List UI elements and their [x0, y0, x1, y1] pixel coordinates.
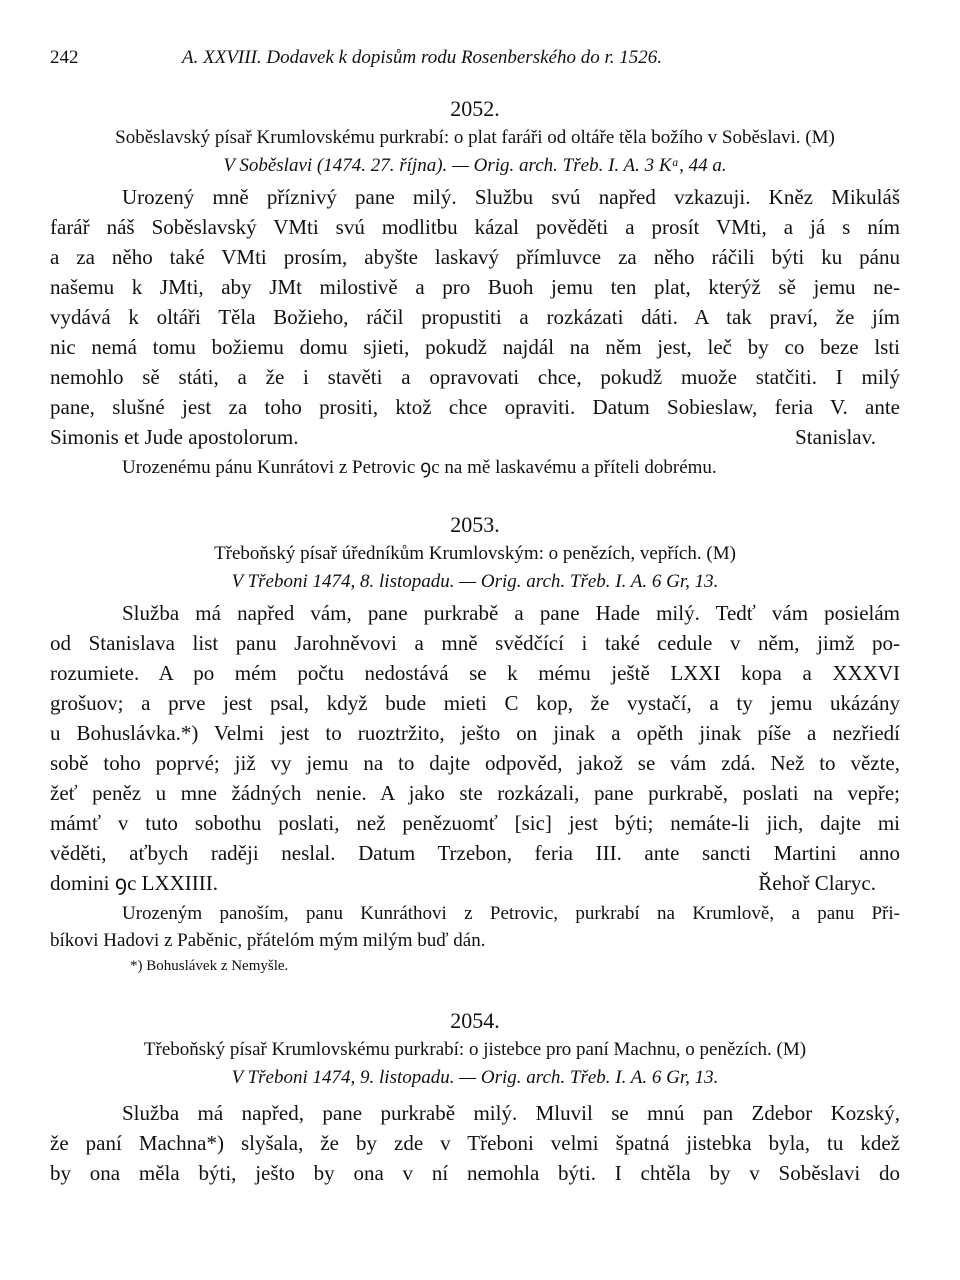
body-line: rozumiete. A po mém počtu nedostává se k mému ještě LXXI kopa a XXXVI — [50, 661, 900, 685]
address-line: Urozenému pánu Kunrátovi z Petrovic ꝯc na mě laskavému a příteli dobrému. — [122, 457, 717, 478]
signature: Stanislav. — [795, 425, 876, 449]
letter-address — [50, 900, 900, 954]
address-line: Urozeným panoším, panu Kunráthovi z Petrovic, purkrabí na Krumlově, a panu Při- — [122, 903, 900, 924]
letter-entry-2052 — [50, 94, 900, 481]
closing-line — [50, 868, 900, 898]
body-line: farář náš Soběslavský VMti svú modlitbu kázal pověděti a prosít VMti, a já s ním — [50, 215, 900, 239]
letter-entry-2054 — [50, 1006, 900, 1188]
entry-source: V Třeboni 1474, 9. listopadu. — Orig. arch. Třeb. I. A. 6 Gr, 13. — [231, 1067, 719, 1088]
body-line: věděti, aťbych raději neslal. Datum Trzebon, feria III. ante sancti Martini anno — [50, 841, 900, 865]
entry-number: 2054. — [450, 1008, 500, 1033]
letter-address — [50, 454, 900, 481]
letter-body — [50, 182, 900, 452]
body-line: grošuov; a prve jest psal, když bude mieti C kop, že vystačí, a ty jemu ukázány — [50, 691, 900, 715]
entry-heading: Třeboňský písař Krumlovskému purkrabí: o jistebce pro paní Machnu, o penězích. (M) — [143, 1039, 807, 1060]
closing-line — [50, 422, 900, 452]
closing-text: Simonis et Jude apostolorum. — [50, 425, 299, 449]
closing-text: domini ꝯc LXXIIII. — [50, 871, 219, 895]
footnote: *) Bohuslávek z Nemyšle. — [130, 958, 289, 974]
body-line: sobě toho poprvé; již vy jemu na to dajte odpověd, jakož se vám zdá. Než to vězte, — [50, 751, 900, 775]
letter-body — [50, 1098, 900, 1188]
body-line: vydává k oltáři Těla Božieho, ráčil propustiti a rozkázati dáti. A tak praví, že jím — [50, 305, 900, 329]
entry-number: 2053. — [450, 512, 500, 537]
body-line: pane, slušné jest za toho prositi, ktož chce opraviti. Datum Sobieslaw, feria V. ante — [50, 395, 900, 419]
letter-entry-2053 — [50, 510, 900, 978]
letter-body — [50, 598, 900, 898]
body-line: nemohlo sě státi, a že i stavěti a opravovati chce, pokudž muože statčiti. I milý — [50, 365, 900, 389]
body-line: Služba má napřed vám, pane purkrabě a pane Hade milý. Tedť vám posielám — [122, 601, 900, 625]
body-line: Služba má napřed, pane purkrabě milý. Mluvil se mnú pan Zdebor Kozský, — [122, 1101, 900, 1125]
entry-heading: Soběslavský písař Krumlovskému purkrabí: o plat faráři od oltáře těla božího v Soběslavi. (M) — [115, 127, 835, 148]
entry-number: 2052. — [450, 96, 500, 121]
body-line: našemu k JMti, aby JMt milostivě a pro Buoh jemu ten plat, kterýž sě jemu ne- — [50, 275, 900, 299]
running-title: A. XXVIII. Dodavek k dopisům rodu Rosenberského do r. 1526. — [182, 47, 663, 68]
body-line: a za něho také VMti prosím, abyšte laskavý přímluvce za něho ráčili býti ku pánu — [50, 245, 900, 269]
entry-source: V Soběslavi (1474. 27. října). — Orig. arch. Třeb. I. A. 3 Kᵃ, 44 a. — [223, 155, 727, 176]
entry-source: V Třeboni 1474, 8. listopadu. — Orig. arch. Třeb. I. A. 6 Gr, 13. — [231, 571, 719, 592]
body-line: u Bohuslávka.*) Velmi jest to ruoztržito, ješto on jinak a opěth jinak píše a nezřiedí — [50, 721, 900, 745]
body-line: nic nemá tomu božiemu domu sjieti, pokudž najdál na něm jest, leč by co beze lsti — [50, 335, 900, 359]
body-line: Urozený mně příznivý pane milý. Službu svú napřed vzkazuji. Kněz Mikuláš — [122, 185, 900, 209]
address-line: bíkovi Hadovi z Paběnic, přátelóm mým milým buď dán. — [50, 930, 486, 951]
body-line: mámť v tuto sobothu poslati, než penězuomť [sic] jest býti; nemáte-li jich, dajte mi — [50, 811, 900, 835]
body-line: žeť peněz u mne žádných nenie. A jako ste rozkázali, pane purkrabě, poslati na vepře; — [50, 781, 900, 805]
body-line: by ona měla býti, ješto by ona v ní nemohla býti. I chtěla by v Soběslavi do — [50, 1161, 900, 1185]
entry-heading: Třeboňský písař úředníkům Krumlovským: o penězích, vepřích. (M) — [214, 543, 736, 564]
signature: Řehoř Claryc. — [758, 871, 876, 895]
body-line: že paní Machna*) slyšala, že by zde v Třeboni velmi špatná jistebka byla, tu kdež — [50, 1131, 900, 1155]
page-number: 242 — [50, 47, 79, 68]
body-line: od Stanislava list panu Jarohněvovi a mně svědčící i také cedule v něm, jimž po- — [50, 631, 900, 655]
